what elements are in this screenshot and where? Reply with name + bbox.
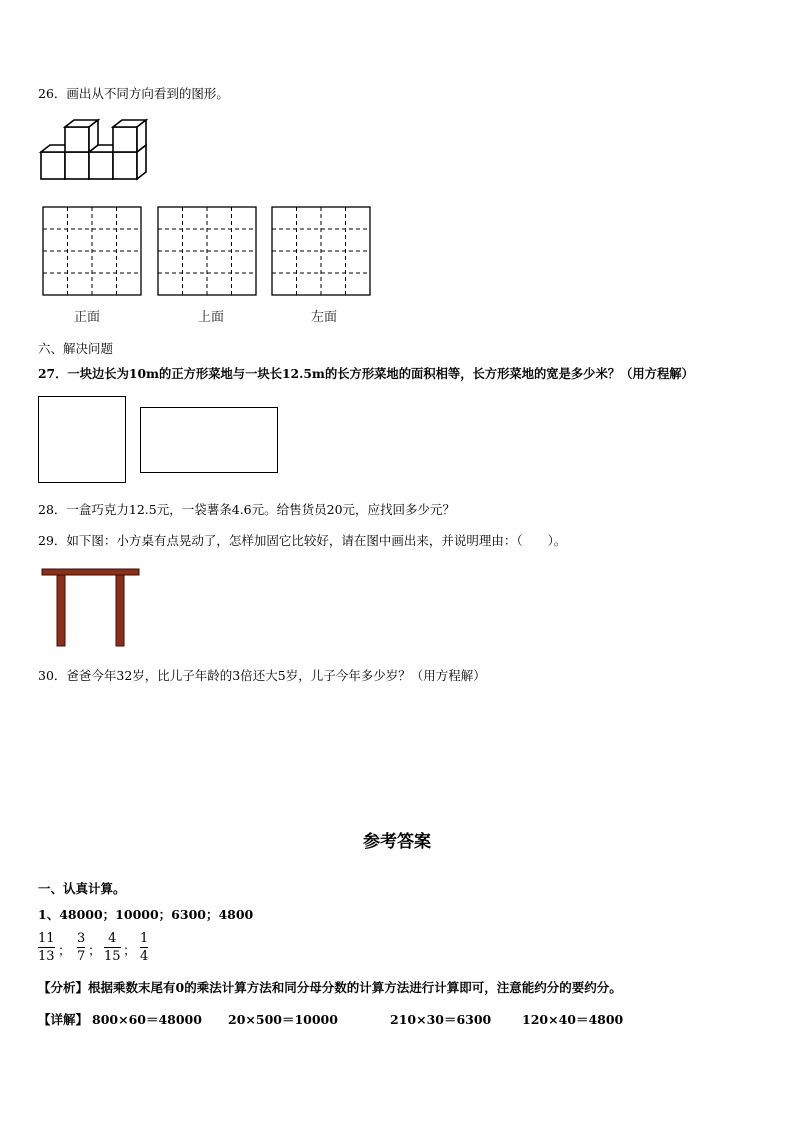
fraction-sep-3: ； xyxy=(123,944,137,959)
fraction-2-den: 7 xyxy=(77,949,86,964)
answers-section-1: 一、认真计算。 xyxy=(38,881,126,896)
section-heading: 六、解决问题 xyxy=(38,341,114,356)
cube-stack-figure xyxy=(38,116,154,184)
fraction-1-num: 11 xyxy=(38,931,55,946)
fraction-3-num: 4 xyxy=(108,931,117,946)
detail-4: 120×40＝4800 xyxy=(522,1012,624,1027)
detail-1: 800×60＝48000 xyxy=(92,1012,202,1027)
fraction-sep-1: ； xyxy=(58,944,72,959)
detail-label: 【详解】 xyxy=(38,1012,89,1027)
fraction-4-num: 1 xyxy=(140,931,149,946)
q29-text: 29．如下图：小方桌有点晃动了，怎样加固它比较好，请在图中画出来，并说明理由：（ ）。 xyxy=(38,533,567,548)
q30-text: 30．爸爸今年32岁，比儿子年龄的3倍还大5岁，儿子今年多少岁？（用方程解） xyxy=(38,668,486,683)
answers-title: 参考答案 xyxy=(363,832,431,852)
fraction-4 xyxy=(140,931,148,964)
q27-text: 27．一块边长为10m的正方形菜地与一块长12.5m的长方形菜地的面积相等，长方形菜地的宽是多少米？（用方程解） xyxy=(38,366,694,381)
fraction-2 xyxy=(77,931,85,964)
fraction-2-num: 3 xyxy=(77,931,86,946)
q26-text: 26．画出从不同方向看到的图形。 xyxy=(38,86,229,101)
grid-left xyxy=(271,206,371,296)
view-label-front: 正面 xyxy=(74,310,101,325)
square-field xyxy=(38,396,126,483)
answers-analysis: 【分析】根据乘数末尾有0的乘法计算方法和同分母分数的计算方法进行计算即可，注意能约分的要约分。 xyxy=(38,980,622,995)
detail-2: 20×500＝10000 xyxy=(228,1012,338,1027)
view-label-top: 上面 xyxy=(198,310,225,325)
view-label-left: 左面 xyxy=(311,310,338,325)
fraction-4-den: 4 xyxy=(140,949,149,964)
detail-3: 210×30＝6300 xyxy=(390,1012,492,1027)
grid-top xyxy=(157,206,257,296)
fraction-1 xyxy=(38,931,55,964)
fraction-1-den: 13 xyxy=(38,949,55,964)
fraction-3 xyxy=(104,931,121,964)
q28-text: 28．一盒巧克力12.5元，一袋薯条4.6元。给售货员20元，应找回多少元？ xyxy=(38,502,456,517)
rectangle-field xyxy=(140,407,278,473)
answers-line-1: 1、48000；10000；6300；4800 xyxy=(38,907,254,922)
fraction-3-den: 15 xyxy=(104,949,121,964)
fraction-sep-2: ； xyxy=(88,944,102,959)
table-figure xyxy=(40,566,142,648)
grid-front xyxy=(42,206,142,296)
